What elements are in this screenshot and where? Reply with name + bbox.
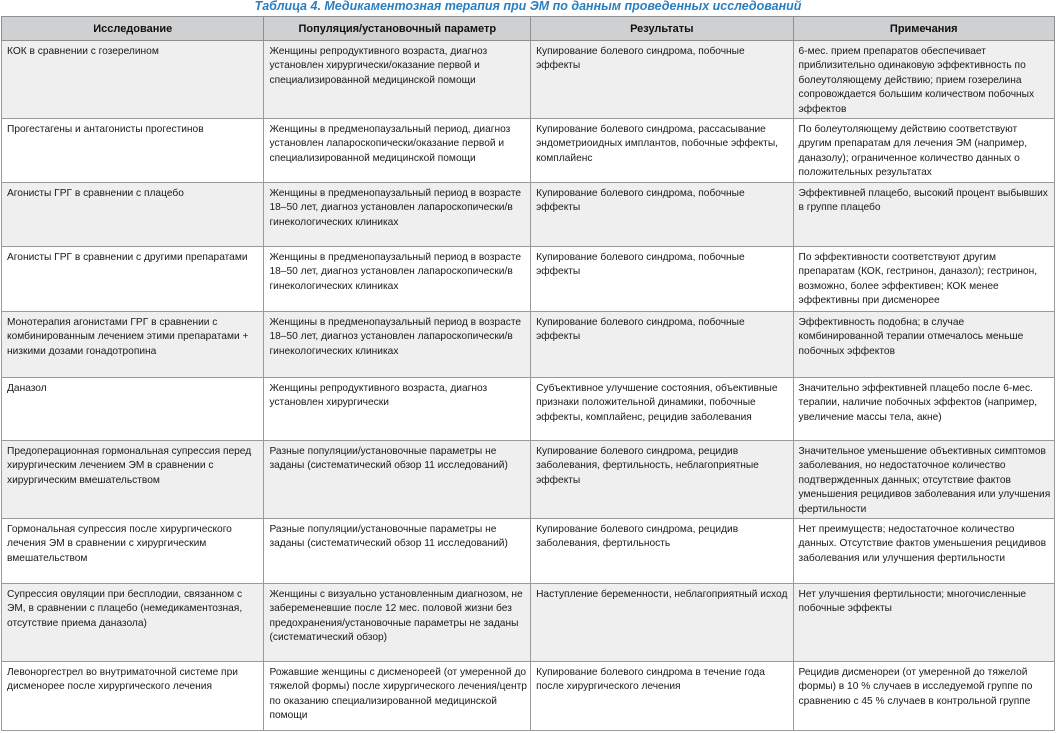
cell-results: Купирование болевого синдрома, побочные эффекты — [531, 312, 793, 378]
header-study: Исследование — [2, 17, 264, 41]
cell-notes: 6-мес. прием препаратов обеспечивает приблизительно одинаковую эффективность по болеутоляющему действию; прием гозерелина сопровождается большим количеством побочных эффектов — [793, 41, 1054, 119]
table-row — [2, 119, 1055, 183]
cell-notes: Эффективность подобна; в случае комбинированной терапии отмечалось меньше побочных эффектов — [793, 312, 1054, 378]
cell-results: Субъективное улучшение состояния, объективные признаки положительной динамики, побочные эффекты, комплайенс, рецидив заболевания — [531, 378, 793, 441]
cell-study: Даназол — [2, 378, 264, 441]
cell-population: Женщины в предменопаузальный период в возрасте 18–50 лет, диагноз установлен лапароскопически/в гинекологических клиниках — [264, 247, 531, 312]
cell-notes: Значительно эффективней плацебо после 6-мес. терапии, наличие побочных эффектов (например, увеличение массы тела, акне) — [793, 378, 1054, 441]
cell-study: Гормональная супрессия после хирургического лечения ЭМ в сравнении с хирургическим вмешательством — [2, 519, 264, 584]
cell-study: Монотерапия агонистами ГРГ в сравнении с комбинированным лечением этими препаратами + низкими дозами гонадотропина — [2, 312, 264, 378]
table-row — [2, 183, 1055, 247]
cell-results: Купирование болевого синдрома в течение года после хирургического лечения — [531, 662, 793, 731]
cell-population: Разные популяции/установочные параметры не заданы (систематический обзор 11 исследований) — [264, 519, 531, 584]
cell-notes: Значительное уменьшение объективных симптомов заболевания, но недостаточное количество подтвержденных данных; отсутствие фактов уменьшения рецидивов заболевания или улучшения фертильности — [793, 441, 1054, 519]
cell-results: Купирование болевого синдрома, рассасывание эндометриоидных имплантов, побочные эффекты, комплайенс — [531, 119, 793, 183]
cell-study: КОК в сравнении с гозерелином — [2, 41, 264, 119]
cell-notes: Рецидив дисменореи (от умеренной до тяжелой формы) в 10 % случаев в исследуемой группе по сравнению с 45 % случаев в контрольной группе — [793, 662, 1054, 731]
table-row — [2, 441, 1055, 519]
header-notes: Примечания — [793, 17, 1054, 41]
cell-population: Женщины репродуктивного возраста, диагноз установлен хирургически — [264, 378, 531, 441]
table-row — [2, 662, 1055, 731]
table-row — [2, 247, 1055, 312]
cell-study: Прогестагены и антагонисты прогестинов — [2, 119, 264, 183]
cell-study: Левоноргестрел во внутриматочной системе при дисменорее после хирургического лечения — [2, 662, 264, 731]
cell-population: Женщины с визуально установленным диагнозом, не забеременевшие после 12 мес. половой жизни без предохранения/установочные параметры не заданы (систематический обзор) — [264, 584, 531, 662]
cell-study: Агонисты ГРГ в сравнении с другими препаратами — [2, 247, 264, 312]
cell-population: Женщины в предменопаузальный период в возрасте 18–50 лет, диагноз установлен лапароскопически/в гинекологических клиниках — [264, 312, 531, 378]
cell-results: Купирование болевого синдрома, побочные эффекты — [531, 183, 793, 247]
header-results: Результаты — [531, 17, 793, 41]
cell-population: Женщины в предменопаузальный период в возрасте 18–50 лет, диагноз установлен лапароскопически/в гинекологических клиниках — [264, 183, 531, 247]
cell-results: Купирование болевого синдрома, побочные эффекты — [531, 41, 793, 119]
cell-notes: По болеутоляющему действию соответствуют другим препаратам для лечения ЭМ (например, даназолу); ограниченное количество данных о положительных результатах — [793, 119, 1054, 183]
cell-study: Агонисты ГРГ в сравнении с плацебо — [2, 183, 264, 247]
cell-results: Купирование болевого синдрома, рецидив заболевания, фертильность, неблагоприятные эффекты — [531, 441, 793, 519]
cell-notes: Нет улучшения фертильности; многочисленные побочные эффекты — [793, 584, 1054, 662]
cell-results: Купирование болевого синдрома, рецидив заболевания, фертильность — [531, 519, 793, 584]
cell-population: Женщины в предменопаузальный период, диагноз установлен лапароскопически/оказание первой и специализированной медицинской помощи — [264, 119, 531, 183]
cell-population: Женщины репродуктивного возраста, диагноз установлен хирургически/оказание первой и специализированной медицинской помощи — [264, 41, 531, 119]
table-title: Таблица 4. Медикаментозная терапия при ЭМ по данным проведенных исследований — [254, 0, 802, 13]
table-row — [2, 312, 1055, 378]
cell-notes: Эффективней плацебо, высокий процент выбывших в группе плацебо — [793, 183, 1054, 247]
table-row — [2, 41, 1055, 119]
cell-population: Рожавшие женщины с дисменореей (от умеренной до тяжелой формы) после хирургического лечения/центр по оказанию специализированной медицинской помощи — [264, 662, 531, 731]
cell-study: Предоперационная гормональная супрессия перед хирургическим лечением ЭМ в сравнении с хирургическим вмешательством — [2, 441, 264, 519]
cell-notes: По эффективности соответствуют другим препаратам (КОК, гестринон, даназол); гестринон, возможно, более эффективен; КОК менее эффективны при дисменорее — [793, 247, 1054, 312]
table-header-row — [2, 17, 1055, 41]
cell-study: Супрессия овуляции при бесплодии, связанном с ЭМ, в сравнении с плацебо (немедикаментозная, отсутствие приема даназола) — [2, 584, 264, 662]
cell-results: Наступление беременности, неблагоприятный исход — [531, 584, 793, 662]
table-row — [2, 584, 1055, 662]
table-row — [2, 378, 1055, 441]
header-population: Популяция/установочный параметр — [264, 17, 531, 41]
cell-results: Купирование болевого синдрома, побочные эффекты — [531, 247, 793, 312]
cell-population: Разные популяции/установочные параметры не заданы (систематический обзор 11 исследований) — [264, 441, 531, 519]
cell-notes: Нет преимуществ; недостаточное количество данных. Отсутствие фактов уменьшения рецидивов заболевания или улучшения фертильности — [793, 519, 1054, 584]
table-row — [2, 519, 1055, 584]
therapy-table — [1, 16, 1055, 731]
